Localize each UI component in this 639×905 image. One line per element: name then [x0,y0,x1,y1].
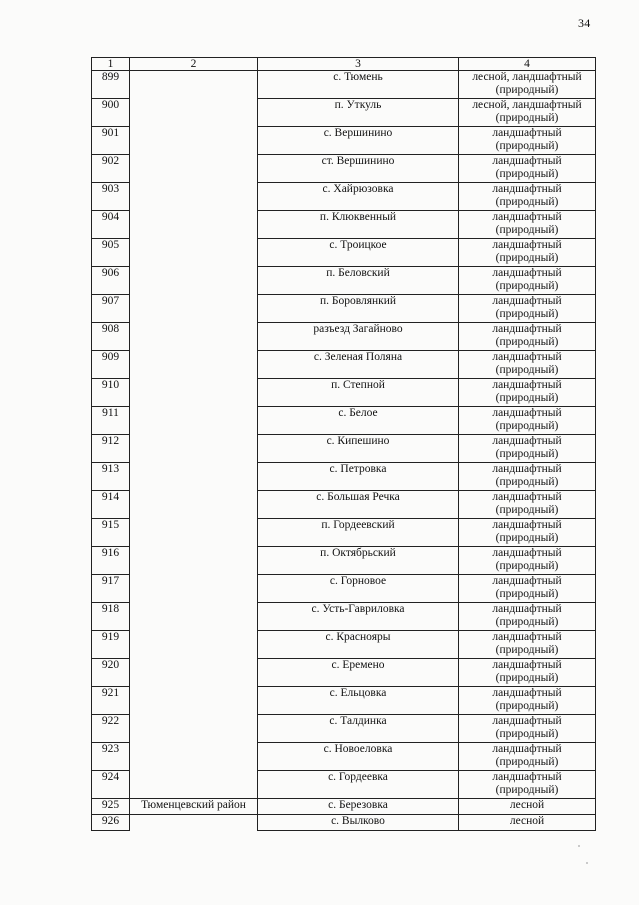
district-cell [130,575,258,603]
row-number: 909 [92,351,130,379]
district-cell [130,603,258,631]
table-row [92,239,596,267]
table-row [92,491,596,519]
column-header-1: 1 [92,58,130,71]
district-cell [130,435,258,463]
row-number: 902 [92,155,130,183]
zone-type: ландшафтный (природный) [459,267,596,295]
settlement-name: с. Большая Речка [258,491,459,519]
zone-type: ландшафтный (природный) [459,295,596,323]
row-number: 913 [92,463,130,491]
table-row [92,99,596,127]
zone-type: ландшафтный (природный) [459,323,596,351]
settlement-name: с. Еремено [258,659,459,687]
district-cell [130,323,258,351]
table-row [92,379,596,407]
table-row [92,799,596,815]
zone-type: ландшафтный (природный) [459,211,596,239]
settlement-name: с. Петровка [258,463,459,491]
settlement-name: п. Степной [258,379,459,407]
district-cell [130,743,258,771]
district-cell [130,71,258,99]
table-row [92,71,596,99]
zone-type: ландшафтный (природный) [459,519,596,547]
district-cell [130,463,258,491]
settlement-name: п. Клюквенный [258,211,459,239]
row-number: 915 [92,519,130,547]
settlement-name: с. Ельцовка [258,687,459,715]
settlement-name: с. Усть-Гавриловка [258,603,459,631]
row-number: 908 [92,323,130,351]
scan-speck [578,845,580,847]
table-body [92,71,596,831]
row-number: 919 [92,631,130,659]
district-cell [130,183,258,211]
table-row [92,407,596,435]
column-header-4: 4 [459,58,596,71]
zone-type: ландшафтный (природный) [459,239,596,267]
zone-type: ландшафтный (природный) [459,547,596,575]
table-row [92,547,596,575]
zone-type: ландшафтный (природный) [459,351,596,379]
settlement-name: с. Кипешино [258,435,459,463]
row-number: 907 [92,295,130,323]
district-cell [130,815,258,831]
row-number: 920 [92,659,130,687]
table-row [92,715,596,743]
settlement-name: с. Новоеловка [258,743,459,771]
table-row [92,575,596,603]
table-row [92,815,596,831]
zone-type: ландшафтный (природный) [459,435,596,463]
district-cell [130,519,258,547]
table-row [92,771,596,799]
settlement-name: с. Талдинка [258,715,459,743]
table-row [92,519,596,547]
zone-type: лесной, ландшафтный (природный) [459,99,596,127]
zone-type: ландшафтный (природный) [459,715,596,743]
zone-type: ландшафтный (природный) [459,463,596,491]
zone-type: ландшафтный (природный) [459,155,596,183]
settlement-name: п. Боровлянкий [258,295,459,323]
settlement-name: с. Гордеевка [258,771,459,799]
settlement-name: п. Гордеевский [258,519,459,547]
zone-type: ландшафтный (природный) [459,183,596,211]
district-cell [130,155,258,183]
zone-type: ландшафтный (природный) [459,687,596,715]
district-cell [130,631,258,659]
table-row [92,127,596,155]
table-row [92,211,596,239]
scan-speck [586,862,588,864]
table-row [92,659,596,687]
table-header [92,58,596,71]
district-cell [130,379,258,407]
settlement-name: п. Беловский [258,267,459,295]
zone-type: ландшафтный (природный) [459,771,596,799]
zone-type: лесной [459,799,596,815]
settlement-name: п. Октябрьский [258,547,459,575]
row-number: 905 [92,239,130,267]
settlement-name: с. Тюмень [258,71,459,99]
district-cell [130,99,258,127]
district-cell [130,267,258,295]
zone-type: ландшафтный (природный) [459,127,596,155]
district-cell [130,771,258,799]
district-cell [130,295,258,323]
district-cell [130,239,258,267]
district-cell [130,127,258,155]
row-number: 900 [92,99,130,127]
row-number: 899 [92,71,130,99]
settlement-name: с. Краснояры [258,631,459,659]
settlement-name: с. Хайрюзовка [258,183,459,211]
table-row [92,351,596,379]
settlement-name: п. Уткуль [258,99,459,127]
table-row [92,323,596,351]
table-row [92,631,596,659]
zone-type: ландшафтный (природный) [459,407,596,435]
table-row [92,267,596,295]
zone-type: ландшафтный (природный) [459,603,596,631]
row-number: 923 [92,743,130,771]
zone-type: ландшафтный (природный) [459,491,596,519]
table-row [92,463,596,491]
zone-type: ландшафтный (природный) [459,659,596,687]
column-header-3: 3 [258,58,459,71]
zone-type: ландшафтный (природный) [459,575,596,603]
row-number: 921 [92,687,130,715]
district-cell [130,547,258,575]
row-number: 910 [92,379,130,407]
table-row [92,687,596,715]
column-header-2: 2 [130,58,258,71]
zone-type: ландшафтный (природный) [459,631,596,659]
zone-type: лесной [459,815,596,831]
district-cell [130,407,258,435]
row-number: 911 [92,407,130,435]
row-number: 917 [92,575,130,603]
row-number: 912 [92,435,130,463]
page-number: 34 [578,16,591,30]
row-number: 901 [92,127,130,155]
zone-type: ландшафтный (природный) [459,743,596,771]
settlement-name: с. Белое [258,407,459,435]
district-cell [130,659,258,687]
row-number: 925 [92,799,130,815]
row-number: 903 [92,183,130,211]
row-number: 904 [92,211,130,239]
table-row [92,603,596,631]
settlement-name: ст. Вершинино [258,155,459,183]
district-cell [130,715,258,743]
row-number: 926 [92,815,130,831]
row-number: 916 [92,547,130,575]
district-cell [130,351,258,379]
district-cell: Тюменцевский район [130,799,258,815]
row-number: 914 [92,491,130,519]
table-row [92,155,596,183]
district-cell [130,687,258,715]
table-row [92,183,596,211]
table-row [92,295,596,323]
row-number: 922 [92,715,130,743]
settlement-name: с. Зеленая Поляна [258,351,459,379]
settlement-name: с. Вылково [258,815,459,831]
settlement-name: с. Горновое [258,575,459,603]
data-table [91,57,596,831]
table-row [92,743,596,771]
row-number: 918 [92,603,130,631]
settlement-name: с. Вершинино [258,127,459,155]
table-row [92,435,596,463]
settlement-name: разъезд Загайново [258,323,459,351]
row-number: 924 [92,771,130,799]
settlement-name: с. Троицкое [258,239,459,267]
zone-type: лесной, ландшафтный (природный) [459,71,596,99]
zone-type: ландшафтный (природный) [459,379,596,407]
row-number: 906 [92,267,130,295]
district-cell [130,491,258,519]
district-cell [130,211,258,239]
settlement-name: с. Березовка [258,799,459,815]
table-header-row [92,58,596,71]
